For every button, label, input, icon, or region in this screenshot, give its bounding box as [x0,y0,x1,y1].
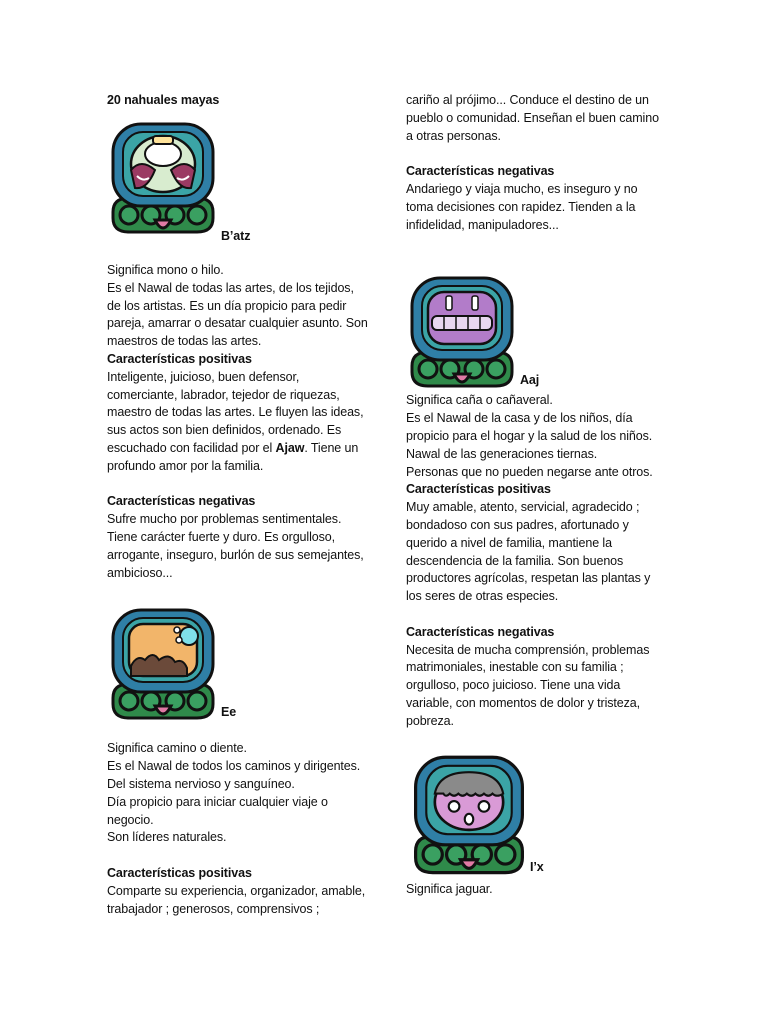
ee-description [107,740,369,918]
ee-negative-text: Andariego y viaja mucho, es inseguro y no toma decisiones con rapidez. Tienden a la infidelidad, manipuladores... [406,181,638,232]
ee-negative-heading: Características negativas [406,164,555,179]
ee-desc-line: Significa camino o diente. [107,741,247,756]
ee-glyph [107,606,369,734]
aaj-desc-line: Es el Nawal de la casa y de los niños, día propicio para el hogar y la salud de los niños. [406,411,653,443]
batz-positive-text: Inteligente, juicioso, buen defensor, comerciante, labrador, tejedor de riquezas, maestro de todas las artes. Le fluyen las ideas, sus actos son bien definidos, ordenado. Es escuchado con facilidad por el Ajaw. Tiene un profundo amor por la familia. [107,369,364,473]
batz-name: B’atz [221,229,251,243]
batz-positive-heading: Características positivas [107,351,252,366]
ee-desc-line: Es el Nawal de todos los caminos y dirigentes. [107,759,361,774]
aaj-description [406,392,668,730]
batz-description [107,262,369,582]
aaj-desc-line: Nawal de las generaciones tiernas. [406,446,598,461]
aaj-glyph-icon [406,274,518,392]
ix-glyph-icon [406,753,532,879]
ee-desc-line: Día propicio para iniciar cualquier viaje o negocio. [107,794,328,827]
ajaw-term: Ajaw [275,440,305,455]
aaj-glyph [406,274,668,392]
aaj-negative-heading: Características negativas [406,624,555,639]
batz-desc-line: Es el Nawal de todas las artes, de los tejidos, de los artistas. Es un día propicio para pedir pareja, amarrar o desatar cualquier asunto. Son maestros de todas las artes. [107,280,368,349]
ix-glyph [406,753,668,881]
ee-glyph-icon [107,606,219,724]
left-column [107,92,369,918]
right-column [406,92,668,898]
aaj-positive-heading: Características positivas [406,482,551,497]
ix-desc-line: Significa jaguar. [406,881,493,896]
aaj-negative-text: Necesita de mucha comprensión, problemas matrimoniales, inestable con su familia ; orgulloso, poco juicioso. Tiene una vida variable, con momentos de dolor y tristeza, pobreza. [406,642,650,728]
batz-glyph [107,120,369,262]
aaj-name: Aaj [520,373,540,388]
ee-positive-text-cont: cariño al prójimo... Conduce el destino de un pueblo o comunidad. Enseñan el buen camino a otras personas. [406,93,659,143]
aaj-desc-line: Significa caña o cañaveral. [406,393,553,408]
ix-description [406,881,668,899]
batz-negative-heading: Características negativas [107,494,256,509]
ee-desc-line: Son líderes naturales. [107,830,227,845]
ee-name: Ee [221,705,237,720]
ix-name: I’x [530,859,544,874]
ee-desc-line: Del sistema nervioso y sanguíneo. [107,776,295,791]
ee-positive-heading: Características positivas [107,865,252,880]
document-title: 20 nahuales mayas [107,93,220,107]
ee-continuation [406,92,668,234]
aaj-desc-line: Personas que no pueden negarse ante otros. [406,464,653,479]
aaj-positive-text: Muy amable, atento, servicial, agradecido ; bondadoso con sus padres, afortunado y querido a nivel de familia, mantiene la descendencia de la familia. Son buenos productores agrícolas, respetan las plantas y los seres de otras especies. [406,500,651,604]
batz-negative-text: Sufre mucho por problemas sentimentales. Tiene carácter fuerte y duro. Es orgulloso, arrogante, inseguro, burlón de sus semejantes, ambicioso... [107,512,364,580]
batz-desc-line: Significa mono o hilo. [107,263,224,277]
batz-glyph-icon [107,120,219,238]
ee-positive-text: Comparte su experiencia, organizador, amable, trabajador ; generosos, comprensivos ; [107,883,366,916]
